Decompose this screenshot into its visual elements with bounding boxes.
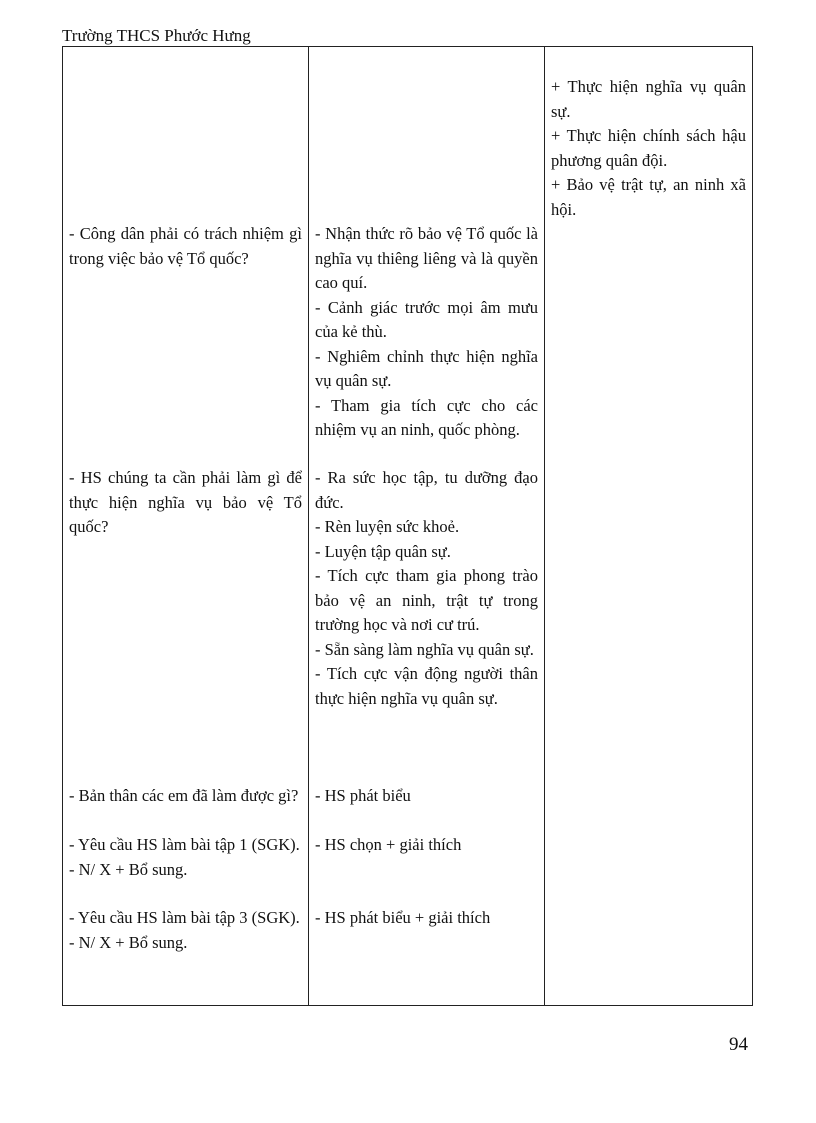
answer-text: - HS chọn + giải thích [315,835,462,854]
question-text: - Bản thân các em đã làm được gì? [69,786,299,805]
student-column [309,47,545,1005]
exercise-text: - Yêu cầu HS làm bài tập 1 (SGK). [69,835,300,854]
content-column [545,47,752,1005]
exercise-cell [69,906,302,955]
answer-text: - Nghiêm chỉnh thực hiện nghĩa vụ quân sự. [315,346,538,390]
content-text: + Thực hiện chính sách hậu phương quân đội. [551,126,746,170]
teacher-column [63,47,309,1005]
answer-text: - Nhận thức rõ bảo vệ Tổ quốc là nghĩa vụ thiêng liêng và là quyền cao quí. [315,224,538,292]
answer-text: - HS phát biểu [315,786,411,805]
answer-text: - Tích cực vận động người thân thực hiện nghĩa vụ quân sự. [315,664,538,708]
question-text: - Công dân phải có trách nhiệm gì trong việc bảo vệ Tổ quốc? [69,224,302,268]
exercise-text: - N/ X + Bổ sung. [69,859,188,879]
answer-text: - Sẵn sàng làm nghĩa vụ quân sự. [315,639,534,659]
answer-cell [315,466,538,711]
content-cell [551,75,746,222]
answer-text: - Cảnh giác trước mọi âm mưu của kẻ thù. [315,297,538,341]
question-cell [69,222,302,271]
answer-cell [315,784,538,809]
answer-cell [315,906,538,931]
answer-cell [315,833,538,858]
lesson-table [62,46,753,1006]
page-header: Trường THCS Phước Hưng [62,26,251,45]
answer-text: - Rèn luyện sức khoẻ. [315,517,460,536]
content-text: + Thực hiện nghĩa vụ quân sự. [551,77,746,121]
exercise-text: - Yêu cầu HS làm bài tập 3 (SGK). [69,908,300,927]
answer-text: - Ra sức học tập, tu dưỡng đạo đức. [315,468,538,512]
question-cell [69,466,302,540]
answer-cell [315,222,538,443]
answer-text: - HS phát biểu + giải thích [315,908,491,927]
question-text: - HS chúng ta cần phải làm gì để thực hiện nghĩa vụ bảo vệ Tổ quốc? [69,468,302,536]
question-cell [69,784,302,809]
answer-text: - Tham gia tích cực cho các nhiệm vụ an ninh, quốc phòng. [315,395,538,439]
exercise-text: - N/ X + Bổ sung. [69,932,188,952]
answer-text: - Tích cực tham gia phong trào bảo vệ an ninh, trật tự trong trường học và nơi cư trú. [315,566,538,634]
exercise-cell [69,833,302,882]
page-number: 94 [729,1034,748,1055]
answer-text: - Luyện tập quân sự. [315,541,451,561]
content-text: + Bảo vệ trật tự, an ninh xã hội. [551,175,746,219]
